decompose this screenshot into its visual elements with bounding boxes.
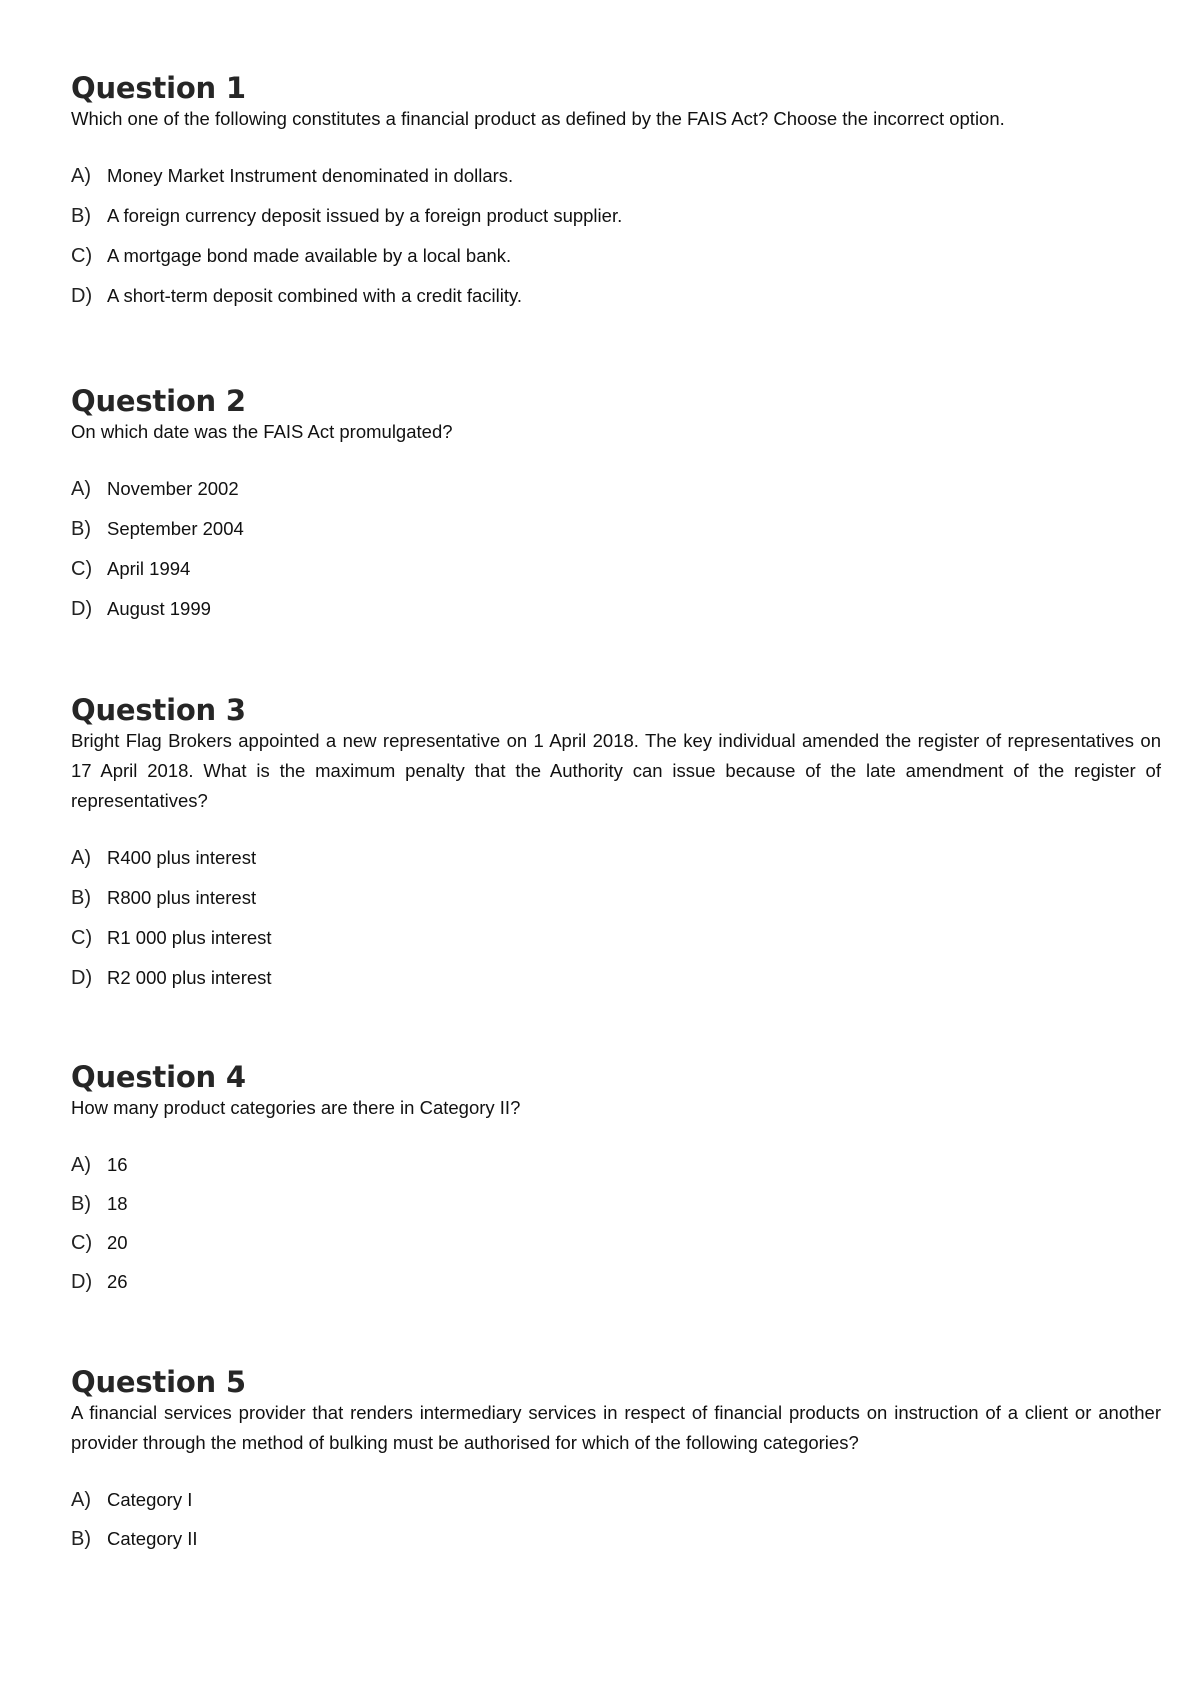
question-title: Question 2	[71, 384, 246, 418]
option-text: April 1994	[107, 558, 191, 579]
option-text: R800 plus interest	[107, 887, 257, 908]
option-list	[71, 1488, 1161, 1551]
option-letter: B)	[71, 1193, 91, 1215]
option-text: R400 plus interest	[107, 847, 257, 868]
option-text: 26	[107, 1271, 128, 1292]
option-a	[71, 477, 1161, 501]
question-4	[71, 1059, 1161, 1294]
option-letter: B)	[71, 887, 91, 909]
option-text: September 2004	[107, 518, 244, 539]
option-text: R2 000 plus interest	[107, 967, 272, 988]
question-2	[71, 383, 1161, 621]
question-5	[71, 1364, 1161, 1551]
question-text: How many product categories are there in Category II?	[71, 1097, 521, 1118]
option-d	[71, 1270, 1161, 1294]
option-letter: D)	[71, 598, 93, 620]
question-text: Which one of the following constitutes a financial product as defined by the FAIS Act? Choose the incorrect option.	[71, 108, 1005, 129]
question-1	[71, 70, 1161, 308]
option-b	[71, 1192, 1161, 1216]
option-list	[71, 846, 1161, 990]
option-letter: D)	[71, 285, 93, 307]
option-b	[71, 886, 1161, 910]
question-text: Bright Flag Brokers appointed a new representative on 1 April 2018. The key individual amended the register of representatives on 17 April 2018. What is the maximum penalty that the Authority can issue because of the late amendment of the register of representatives?	[71, 730, 1161, 811]
option-b	[71, 1527, 1161, 1551]
option-c	[71, 1231, 1161, 1255]
option-letter: B)	[71, 205, 91, 227]
option-letter: A)	[71, 847, 91, 869]
question-title: Question 1	[71, 71, 246, 105]
question-title: Question 3	[71, 693, 246, 727]
option-list	[71, 1153, 1161, 1294]
option-text: 18	[107, 1193, 128, 1214]
option-c	[71, 557, 1161, 581]
question-text: A financial services provider that renders intermediary services in respect of financial products on instruction of a client or another provider through the method of bulking must be authorised for which of the following categories?	[71, 1402, 1161, 1453]
option-letter: D)	[71, 967, 93, 989]
option-letter: A)	[71, 1489, 91, 1511]
option-b	[71, 204, 1161, 228]
option-text: A mortgage bond made available by a local bank.	[107, 245, 512, 266]
option-d	[71, 284, 1161, 308]
option-text: A foreign currency deposit issued by a foreign product supplier.	[107, 205, 623, 226]
question-title: Question 5	[71, 1365, 246, 1399]
option-letter: B)	[71, 518, 91, 540]
option-a	[71, 1488, 1161, 1512]
option-text: 20	[107, 1232, 128, 1253]
option-letter: C)	[71, 558, 93, 580]
option-list	[71, 164, 1161, 308]
question-text: On which date was the FAIS Act promulgated?	[71, 421, 453, 442]
option-text: A short-term deposit combined with a credit facility.	[107, 285, 523, 306]
option-c	[71, 244, 1161, 268]
option-text: Category II	[107, 1528, 198, 1549]
option-a	[71, 164, 1161, 188]
option-b	[71, 517, 1161, 541]
option-text: Money Market Instrument denominated in dollars.	[107, 165, 514, 186]
question-3	[71, 692, 1161, 990]
option-list	[71, 477, 1161, 621]
option-letter: C)	[71, 927, 93, 949]
option-text: November 2002	[107, 478, 239, 499]
question-title: Question 4	[71, 1060, 246, 1094]
option-d	[71, 966, 1161, 990]
option-text: R1 000 plus interest	[107, 927, 272, 948]
option-letter: C)	[71, 1232, 93, 1254]
option-letter: C)	[71, 245, 93, 267]
option-letter: D)	[71, 1271, 93, 1293]
option-text: 16	[107, 1154, 128, 1175]
option-letter: A)	[71, 165, 91, 187]
option-c	[71, 926, 1161, 950]
option-text: Category I	[107, 1489, 193, 1510]
option-d	[71, 597, 1161, 621]
option-a	[71, 1153, 1161, 1177]
option-letter: A)	[71, 1154, 91, 1176]
option-a	[71, 846, 1161, 870]
option-text: August 1999	[107, 598, 211, 619]
option-letter: A)	[71, 478, 91, 500]
option-letter: B)	[71, 1528, 91, 1550]
